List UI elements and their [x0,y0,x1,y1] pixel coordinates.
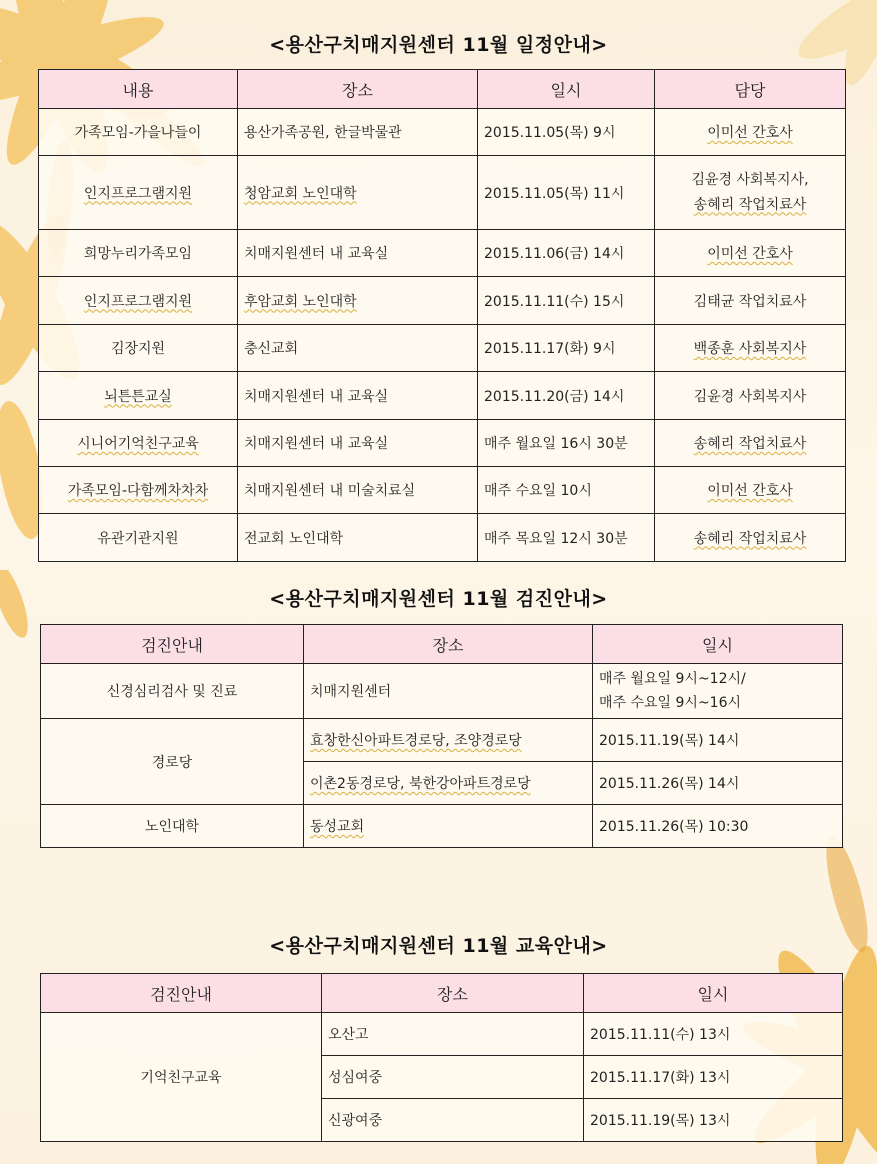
cell-staff: 이미선 간호사 [655,230,846,277]
cell-place: 치매지원센터 내 미술치료실 [238,467,478,514]
cell-staff: 이미선 간호사 [655,109,846,156]
cell-place: 오산고 [322,1013,584,1056]
header-datetime: 일시 [593,625,843,664]
table-header-row [39,70,846,109]
checkup-table [40,624,843,848]
header-checkup: 검진안내 [41,974,322,1013]
cell-datetime: 2015.11.05(목) 9시 [478,109,655,156]
table-row [41,1013,843,1056]
cell-datetime [593,664,843,719]
cell-datetime: 2015.11.20(금) 14시 [478,372,655,420]
table-row [39,109,846,156]
table-row [41,664,843,719]
cell-education-item: 기억친구교육 [41,1013,322,1142]
table-row [39,325,846,372]
header-place: 장소 [304,625,593,664]
header-datetime: 일시 [478,70,655,109]
cell-content: 인지프로그램지원 [39,277,238,325]
header-datetime: 일시 [584,974,843,1013]
datetime-line-2: 매주 수요일 9시~16시 [599,695,742,711]
staff-line-2: 송혜리 작업치료사 [693,196,807,213]
cell-staff: 송혜리 작업치료사 [655,420,846,467]
cell-place: 신광여중 [322,1099,584,1142]
cell-place: 치매지원센터 내 교육실 [238,420,478,467]
cell-place: 동성교회 [304,805,593,848]
cell-place: 치매지원센터 내 교육실 [238,230,478,277]
table-row [39,372,846,420]
cell-datetime: 2015.11.19(목) 14시 [593,719,843,762]
table-row [39,467,846,514]
schedule-table [38,69,846,562]
cell-datetime: 2015.11.06(금) 14시 [478,230,655,277]
table-row [39,156,846,230]
cell-checkup-item: 신경심리검사 및 진료 [41,664,304,719]
cell-datetime: 2015.11.26(목) 14시 [593,762,843,805]
cell-place: 이촌2동경로당, 북한강아파트경로당 [304,762,593,805]
education-title: <용산구치매지원센터 11월 교육안내> [269,935,608,957]
cell-datetime: 매주 목요일 12시 30분 [478,514,655,562]
cell-datetime: 2015.11.26(목) 10:30 [593,805,843,848]
header-place: 장소 [238,70,478,109]
cell-content: 인지프로그램지원 [39,156,238,230]
cell-content: 시니어기억친구교육 [39,420,238,467]
cell-staff [655,156,846,230]
table-row [39,420,846,467]
cell-datetime: 2015.11.17(화) 13시 [584,1056,843,1099]
table-row [39,230,846,277]
staff-line-1: 김윤경 사회복지사, [691,171,809,188]
table-header-row [41,625,843,664]
cell-staff: 이미선 간호사 [655,467,846,514]
cell-datetime: 2015.11.11(수) 13시 [584,1013,843,1056]
table-row [41,719,843,762]
cell-place: 성심여중 [322,1056,584,1099]
table-row [39,277,846,325]
cell-place: 전교회 노인대학 [238,514,478,562]
cell-place: 효창한신아파트경로당, 조양경로당 [304,719,593,762]
cell-content: 김장지원 [39,325,238,372]
datetime-line-1: 매주 월요일 9시~12시/ [599,671,746,687]
cell-content: 유관기관지원 [39,514,238,562]
cell-staff: 백종훈 사회복지사 [655,325,846,372]
table-row [41,805,843,848]
cell-datetime: 2015.11.05(목) 11시 [478,156,655,230]
cell-place: 치매지원센터 내 교육실 [238,372,478,420]
cell-datetime: 매주 월요일 16시 30분 [478,420,655,467]
table-header-row [41,974,843,1013]
header-staff: 담당 [655,70,846,109]
cell-staff: 송혜리 작업치료사 [655,514,846,562]
cell-place: 후암교회 노인대학 [238,277,478,325]
cell-staff: 김윤경 사회복지사 [655,372,846,420]
cell-checkup-item: 경로당 [41,719,304,805]
cell-place: 용산가족공원, 한글박물관 [238,109,478,156]
cell-datetime: 2015.11.17(화) 9시 [478,325,655,372]
cell-staff: 김태균 작업치료사 [655,277,846,325]
cell-content: 가족모임-가을나들이 [39,109,238,156]
cell-content: 뇌튼튼교실 [39,372,238,420]
education-table [40,973,843,1142]
cell-content: 가족모임-다함께차차차 [39,467,238,514]
cell-content: 희망누리가족모임 [39,230,238,277]
cell-place: 치매지원센터 [304,664,593,719]
header-content: 내용 [39,70,238,109]
header-place: 장소 [322,974,584,1013]
header-checkup: 검진안내 [41,625,304,664]
cell-place: 청암교회 노인대학 [238,156,478,230]
cell-datetime: 2015.11.11(수) 15시 [478,277,655,325]
cell-place: 충신교회 [238,325,478,372]
cell-checkup-item: 노인대학 [41,805,304,848]
cell-datetime: 매주 수요일 10시 [478,467,655,514]
checkup-title: <용산구치매지원센터 11월 검진안내> [269,588,608,610]
cell-datetime: 2015.11.19(목) 13시 [584,1099,843,1142]
table-row [39,514,846,562]
schedule-title: <용산구치매지원센터 11월 일정안내> [269,34,608,56]
